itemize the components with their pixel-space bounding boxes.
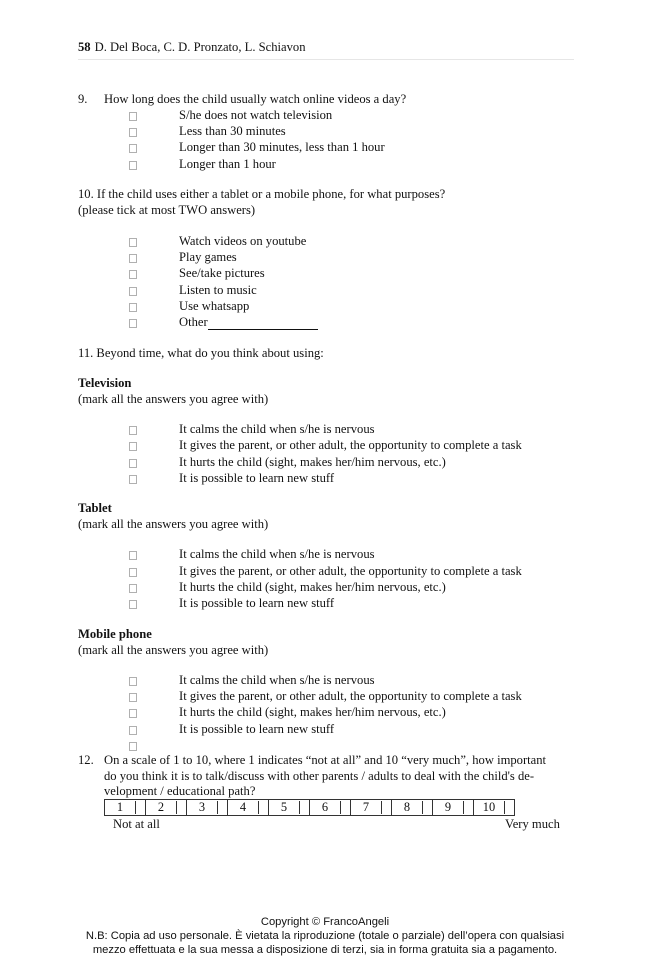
tablet-option[interactable] xyxy=(129,579,446,595)
scale-number: 9 xyxy=(444,800,452,815)
checkbox-icon[interactable] xyxy=(217,801,227,814)
checkbox-icon[interactable] xyxy=(422,801,432,814)
checkbox-icon[interactable] xyxy=(129,254,137,263)
checkbox-icon[interactable] xyxy=(129,709,137,718)
checkbox-icon[interactable] xyxy=(129,551,137,560)
q9-option[interactable] xyxy=(129,156,276,172)
checkbox-icon[interactable] xyxy=(129,693,137,702)
checkbox-icon[interactable] xyxy=(135,801,145,814)
option-label: It hurts the child (sight, makes her/him nervous, etc.) xyxy=(179,705,446,719)
question-9 xyxy=(78,91,406,107)
option-label: It gives the parent, or other adult, the opportunity to complete a task xyxy=(179,689,522,703)
option-label: Watch videos on youtube xyxy=(179,234,307,248)
scale-high-label: Very much xyxy=(505,817,560,831)
scale-cell[interactable] xyxy=(105,800,146,815)
header-authors: D. Del Boca, C. D. Pronzato, L. Schiavon xyxy=(94,40,306,54)
tablet-option[interactable] xyxy=(129,595,334,611)
question-number: 9. xyxy=(78,92,88,106)
option-label: See/take pictures xyxy=(179,266,265,280)
q10-option[interactable] xyxy=(129,233,306,249)
checkbox-icon[interactable] xyxy=(129,568,137,577)
checkbox-icon[interactable] xyxy=(129,128,137,137)
television-option[interactable] xyxy=(129,437,522,453)
checkbox-icon[interactable] xyxy=(129,459,137,468)
question-text: How long does the child usually watch online videos a day? xyxy=(104,92,407,106)
mobile-phone-option[interactable] xyxy=(129,721,334,737)
option-label: It hurts the child (sight, makes her/him nervous, etc.) xyxy=(179,580,446,594)
checkbox-icon[interactable] xyxy=(129,442,137,451)
option-label: Use whatsapp xyxy=(179,299,250,313)
question-10-instruction: (please tick at most TWO answers) xyxy=(78,203,256,217)
option-label: Longer than 30 minutes, less than 1 hour xyxy=(179,140,385,154)
checkbox-icon[interactable] xyxy=(129,726,137,735)
footer-notice-line: N.B: Copia ad uso personale. È vietata la riproduzione (totale o parziale) dell’opera con qualsiasi xyxy=(85,930,565,942)
tablet-option[interactable] xyxy=(129,563,522,579)
checkbox-icon[interactable] xyxy=(381,801,391,814)
scale-number: 8 xyxy=(403,800,411,815)
question-12-line: do you think it is to talk/discuss with other parents / adults to deal with the child's de- xyxy=(104,769,535,783)
checkbox-icon[interactable] xyxy=(129,270,137,279)
section-instruction: (mark all the answers you agree with) xyxy=(78,643,269,657)
scale-number: 3 xyxy=(198,800,206,815)
q9-option[interactable] xyxy=(129,107,332,123)
option-label: It is possible to learn new stuff xyxy=(179,596,335,610)
television-option[interactable] xyxy=(129,454,446,470)
option-label: It gives the parent, or other adult, the opportunity to complete a task xyxy=(179,438,522,452)
checkbox-icon[interactable] xyxy=(129,426,137,435)
other-blank-line[interactable] xyxy=(208,317,318,330)
checkbox-icon[interactable] xyxy=(176,801,186,814)
checkbox-icon[interactable] xyxy=(129,161,137,170)
checkbox-icon[interactable] xyxy=(129,319,137,328)
checkbox-icon[interactable] xyxy=(129,238,137,247)
option-label: It is possible to learn new stuff xyxy=(179,471,335,485)
question-12-line: velopment / educational path? xyxy=(104,784,256,798)
checkbox-icon[interactable] xyxy=(129,677,137,686)
question-12-line: On a scale of 1 to 10, where 1 indicates “not at all” and 10 “very much”, how important xyxy=(104,753,547,767)
scale-cell[interactable] xyxy=(351,800,392,815)
checkbox-icon[interactable] xyxy=(129,600,137,609)
footer-notice-line: mezzo effettuata e la sua messa a disposizione di terzi, sia in forma gratuita sia a pagamento. xyxy=(92,944,558,956)
checkbox-icon[interactable] xyxy=(129,742,137,751)
section-title-mobile-phone: Mobile phone xyxy=(78,627,152,641)
section-instruction: (mark all the answers you agree with) xyxy=(78,392,269,406)
section-title-tablet: Tablet xyxy=(78,501,112,515)
scale-number: 5 xyxy=(280,800,288,815)
option-label: Less than 30 minutes xyxy=(179,124,286,138)
scale-cell[interactable] xyxy=(187,800,228,815)
scale-cell[interactable] xyxy=(269,800,310,815)
q10-option[interactable] xyxy=(129,265,265,281)
mobile-phone-option[interactable] xyxy=(129,688,522,704)
rating-scale xyxy=(104,799,515,816)
checkbox-icon[interactable] xyxy=(129,112,137,121)
checkbox-icon[interactable] xyxy=(504,801,514,814)
scale-cell[interactable] xyxy=(474,800,514,815)
checkbox-icon[interactable] xyxy=(299,801,309,814)
option-label: It calms the child when s/he is nervous xyxy=(179,673,375,687)
option-label: It calms the child when s/he is nervous xyxy=(179,422,375,436)
q10-option[interactable] xyxy=(129,282,257,298)
section-title-television: Television xyxy=(78,376,132,390)
copyright-line: Copyright © FrancoAngeli xyxy=(260,916,390,928)
scale-low-label: Not at all xyxy=(113,817,160,831)
q9-option[interactable] xyxy=(129,139,385,155)
scale-cell[interactable] xyxy=(392,800,433,815)
section-instruction: (mark all the answers you agree with) xyxy=(78,517,269,531)
option-label: It hurts the child (sight, makes her/him nervous, etc.) xyxy=(179,455,446,469)
scale-cell[interactable] xyxy=(433,800,474,815)
running-header xyxy=(78,39,574,60)
scale-cell[interactable] xyxy=(310,800,351,815)
q10-option[interactable] xyxy=(129,249,237,265)
checkbox-icon[interactable] xyxy=(129,287,137,296)
checkbox-icon[interactable] xyxy=(258,801,268,814)
question-10-text: 10. If the child uses either a tablet or a mobile phone, for what purposes? xyxy=(78,187,446,201)
mobile-phone-option[interactable] xyxy=(129,672,375,688)
scale-cell[interactable] xyxy=(228,800,269,815)
television-option[interactable] xyxy=(129,470,334,486)
option-label: Listen to music xyxy=(179,283,257,297)
question-11-text: 11. Beyond time, what do you think about using: xyxy=(78,346,324,360)
scale-number: 4 xyxy=(239,800,247,815)
scale-cell[interactable] xyxy=(146,800,187,815)
option-label: Longer than 1 hour xyxy=(179,157,276,171)
checkbox-icon[interactable] xyxy=(129,584,137,593)
checkbox-icon[interactable] xyxy=(463,801,473,814)
page-number: 58 xyxy=(78,40,91,54)
q9-option[interactable] xyxy=(129,123,286,139)
scale-number: 7 xyxy=(362,800,370,815)
scale-number: 2 xyxy=(157,800,165,815)
q10-option-other[interactable] xyxy=(129,314,318,330)
q10-option[interactable] xyxy=(129,298,249,314)
scale-number: 6 xyxy=(321,800,329,815)
checkbox-icon[interactable] xyxy=(129,475,137,484)
tablet-option[interactable] xyxy=(129,546,375,562)
checkbox-icon[interactable] xyxy=(129,303,137,312)
question-12-number: 12. xyxy=(78,753,94,767)
option-label: It is possible to learn new stuff xyxy=(179,722,335,736)
option-label: Play games xyxy=(179,250,237,264)
scale-number: 1 xyxy=(116,800,124,815)
option-label: S/he does not watch television xyxy=(179,108,333,122)
checkbox-icon[interactable] xyxy=(129,144,137,153)
mobile-phone-option[interactable] xyxy=(129,704,446,720)
option-label: Other xyxy=(179,315,208,329)
scale-number: 10 xyxy=(482,800,496,815)
television-option[interactable] xyxy=(129,421,375,437)
option-label: It gives the parent, or other adult, the opportunity to complete a task xyxy=(179,564,522,578)
stray-checkbox[interactable] xyxy=(129,737,179,753)
checkbox-icon[interactable] xyxy=(340,801,350,814)
option-label: It calms the child when s/he is nervous xyxy=(179,547,375,561)
